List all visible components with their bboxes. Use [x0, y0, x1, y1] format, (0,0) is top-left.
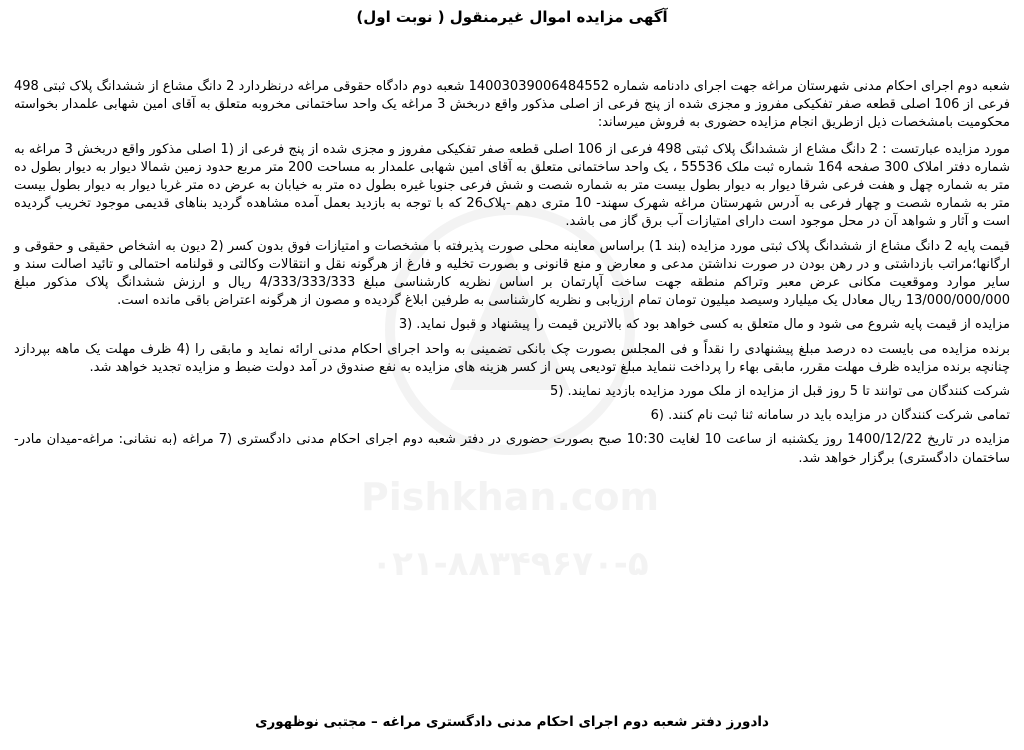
notice-item-4: برنده مزایده می بایست ده درصد مبلغ پیشنهادی را نقداً و فی المجلس بصورت چک بانکی تضمینی به واحد اجرای احکام مدنی ارائه نماید و مابقی را (4 ظرف مهلت یک ماهه بپردازد چنانچه برنده مزایده ظرف مهلت مقرر، مابقی بهاء را پرداخت ننماید مبلغ تودیعی پس از کسر هزینه های مزایده به نفع صندوق در آمد دولت ضبط و مزایده تجدید خواهد شد.	[14, 341, 1010, 375]
notice-body	[14, 78, 1010, 474]
watermark-text: Pishkhan.com	[360, 475, 660, 519]
notice-title: آگهی مزایده اموال غیرمنقول ( نوبت اول)	[356, 8, 668, 26]
notice-item-5: شرکت کنندگان می توانند تا 5 روز قبل از مزایده از ملک مورد مزایده بازدید نمایند. (5	[550, 384, 1010, 400]
notice-signature: دادورز دفتر شعبه دوم اجرای احکام مدنی دادگستری مراغه – مجتبی نوظهوری	[255, 714, 769, 730]
notice-item-1: مورد مزایده عبارتست : 2 دانگ مشاع از ششدانگ پلاک ثبتی 498 فرعی از 106 اصلی قطعه صفر تفکیکی مفروز و مجزی شده از پنج فرعی از (1 اصلی مذکور واقع دربخش 3 مراغه به شماره دفتر املاک 300 صفحه 164 شماره ثبت ملک 55536 ، یک واحد ساختمانی متعلق به آقای امین شهابی علمدار به مساحت 200 متر مربع حدود زمین شمالا دیوار به دیوار بطول ده متر به شماره چهل و هفت فرعی شرقا دیوار به دیوار بطول بیست متر به شماره شصت و شش فرعی جنوبا غیره بطول ده متر به خیابان به عرض ده متر غربا دیوار به دیوار بطول بیست متر به شماره شصت و چهار فرعی به آدرس شهرستان مراغه شهرک سهند- 10 متری دهم -پلاک26 که با توجه به بازدید بعمل آمده مشاهده گردید بناهای قدیمی موجود تخریب گردیده است و آثار و شواهد آن در محل موجود است دارای امتیازات آب برق گاز می باشد.	[14, 141, 1010, 230]
notice-item-6: تمامی شرکت کنندگان در مزایده باید در سامانه ثنا ثبت نام کنند. (6	[650, 408, 1010, 424]
notice-item-3: مزایده از قیمت پایه شروع می شود و مال متعلق به کسی خواهد بود که بالاترین قیمت را پیشنهاد و قبول نماید. (3	[398, 317, 1010, 333]
watermark-phone: ۰۲۱-۸۸۳۴۹۶۷۰-۵	[371, 544, 649, 584]
notice-item-7: مزایده در تاریخ 1400/12/22 روز یکشنبه از ساعت 10 لغایت 10:30 صبح بصورت حضوری در دفتر شعبه دوم اجرای احکام مدنی دادگستری (7 مراغه (به نشانی: مراغه-میدان مادر-ساختمان دادگستری) برگزار خواهد شد.	[14, 432, 1010, 466]
notice-intro: شعبه دوم اجرای احکام مدنی شهرستان مراغه جهت اجرای دادنامه شماره 14003039006484552 شعبه دوم دادگاه حقوقی مراغه درنظردارد 2 دانگ مشاع از ششدانگ پلاک ثبتی 498 فرعی از 106 اصلی قطعه صفر تفکیکی مفروز و مجزی شده از پنج فرعی از اصلی مذکور واقع دربخش 3 مراغه یک واحد ساختمانی مخروبه متعلق به آقای امین شهابی علمدار بخواسته محکومیت بامشخصات ذیل ازطریق انجام مزایده حضوری به فروش میرساند:	[14, 79, 1010, 131]
notice-item-2: قیمت پایه 2 دانگ مشاع از ششدانگ پلاک ثبتی مورد مزایده (بند 1) براساس معاینه محلی صورت پذیرفته با مشخصات و امتیازات فوق بدون کسر (2 دیون به اشخاص حقیقی و حقوقی و ارگانها؛مراتب بازداشتی و در رهن بودن در صورت نداشتن مدعی و معارض و منع قانونی و بصورت تخلیه و فارغ از هرگونه نقل و انتقالات وکالتی و قولنامه احتمالی و تائید اصالت سند و سایر موارد وموقعیت مکانی عرض معبر وتراکم منطقه جهت ساخت آپارتمان بر اساس نظریه کارشناسی مبلغ 4/333/333/333 ریال و ارزش ششدانگ پلاک مذکور مبلغ 13/000/000/000 ریال معادل یک میلیارد وسیصد میلیون تومان تمام ارزیابی و نظریه کارشناسی به طرفین ابلاغ گردیده و مصون از هرگونه اعتراض باقی مانده است.	[14, 238, 1010, 309]
